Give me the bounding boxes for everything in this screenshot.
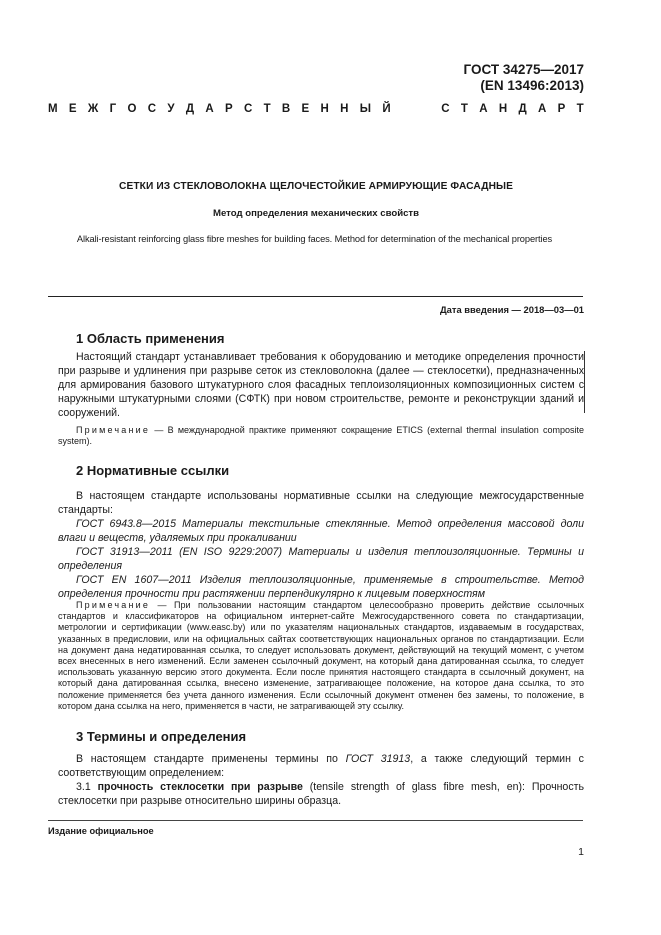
banner-letter: Г	[109, 103, 117, 115]
banner-letter: Н	[320, 103, 329, 115]
en-standard-number: (EN 13496:2013)	[480, 78, 584, 93]
banner-letter: Й	[382, 103, 391, 115]
banner-letter: Н	[340, 103, 349, 115]
section-1-note	[58, 425, 584, 447]
term-name: прочность стеклосетки при разрыве	[97, 781, 303, 793]
banner-letter: С	[147, 103, 157, 115]
normative-reference: ГОСТ 31913—2011 (EN ISO 9229:2007) Материалы и изделия теплоизоляционные. Термины и определения	[58, 546, 584, 572]
footer-divider	[48, 820, 583, 821]
banner-letter: Е	[301, 103, 310, 115]
banner-letter: С	[243, 103, 253, 115]
interstate-standard-banner	[48, 103, 584, 115]
banner-letter: А	[205, 103, 214, 115]
banner-letter: Т	[460, 103, 468, 115]
banner-letter: Т	[576, 103, 584, 115]
section-2-heading: 2 Нормативные ссылки	[76, 463, 230, 478]
section-2-note	[58, 600, 584, 712]
banner-letter: В	[281, 103, 291, 115]
note-text: — При пользовании настоящим стандартом целесообразно проверить действие ссылочных стандартов и классификаторов на официальном интернет-сайте Межгосударственного совета по стандартизации, метрологии и сертификации (www.easc.by) или по указателям национальных стандартов, издаваемым в государствах, указанных в предисловии, или на официальных сайтах соответствующих национальных органов по стандартизации. Если на документ дана недатированная ссылка, то следует использовать документ, действующий на текущий момент, с учетом всех внесенных в него изменений. Если заменен ссылочный документ, на который дана датированная ссылка, то следует использовать указанную версию этого документа. Если после принятия настоящего стандарта в ссылочный документ, на который дана датированная ссылка, внесено изменение, затрагивающее положение, на которое дана ссылка, то это положение применяется без учета данного изменения. Если ссылочный документ отменен без замены, то положение, в котором дана ссылка на него, применяется в части, не затрагивающей эту ссылку.	[58, 600, 584, 711]
section-1-heading: 1 Область применения	[76, 331, 225, 346]
section-1-paragraph: Настоящий стандарт устанавливает требования к оборудованию и методике определения прочности при разрыве и удлинения при разрыве сеток из стекловолокна (далее — стеклосетки), предназначенных для армирования базового штукатурного слоя фасадных теплоизоляционных композиционных систем с наружными штукатурными слоями (СФТК) при новом строительстве, ремонте и реконструкции зданий и сооружений.	[58, 351, 584, 419]
banner-gap	[402, 103, 430, 115]
page-number: 1	[578, 846, 584, 858]
note-label: Примечание	[76, 425, 151, 435]
banner-letter: Ж	[87, 103, 99, 115]
banner-letter: Д	[185, 103, 195, 115]
document-title: СЕТКИ ИЗ СТЕКЛОВОЛОКНА ЩЕЛОЧЕСТОЙКИЕ АРМИРУЮЩИЕ ФАСАДНЫЕ	[118, 181, 513, 192]
banner-letter: С	[441, 103, 450, 115]
section-1-body	[58, 350, 584, 420]
note-text: — В международной практике применяют сокращение ETICS (external thermal insulation composite system).	[58, 425, 584, 447]
document-subtitle: Метод определения механических свойств	[212, 208, 420, 219]
standard-identifier	[464, 62, 584, 94]
banner-letter: А	[537, 103, 547, 115]
banner-letter: Н	[498, 103, 508, 115]
intro-text: В настоящем стандарте применены термины по	[76, 753, 346, 765]
edition-label: Издание официальное	[48, 826, 154, 836]
normative-reference: ГОСТ EN 1607—2011 Изделия теплоизоляционные, применяемые в строительстве. Метод определения прочности при растяжении перпендикулярно к лицевым поверхностям	[58, 574, 584, 600]
banner-letter: Р	[557, 103, 566, 115]
standard-number: ГОСТ 34275—2017	[463, 62, 584, 77]
banner-letter: Д	[518, 103, 527, 115]
banner-letter: М	[48, 103, 58, 115]
banner-letter: У	[167, 103, 175, 115]
banner-letter: О	[127, 103, 137, 115]
intro-text: , а также следующий термин с соответствующим определением:	[58, 753, 584, 779]
banner-letter: Т	[263, 103, 271, 115]
introduction-date: Дата введения — 2018—03—01	[439, 304, 584, 315]
banner-letter: Р	[224, 103, 233, 115]
section-3-intro	[58, 752, 584, 780]
note-label: Примечание	[76, 600, 151, 610]
section-2-intro: В настоящем стандарте использованы нормативные ссылки на следующие межгосударственные стандарты:	[58, 490, 584, 516]
title-divider	[48, 296, 583, 297]
banner-letter: Е	[68, 103, 77, 115]
term-definition	[58, 780, 584, 808]
banner-letter: А	[479, 103, 488, 115]
change-bar	[584, 351, 585, 413]
section-2-body	[58, 489, 584, 601]
english-title: Alkali-resistant reinforcing glass fibre meshes for building faces. Method for determination of the mechanical properties	[76, 234, 553, 244]
section-3-body	[58, 752, 584, 808]
banner-letter: Ы	[359, 103, 372, 115]
intro-reference: ГОСТ 31913	[345, 753, 411, 765]
section-3-heading: 3 Термины и определения	[76, 729, 247, 744]
term-number: 3.1	[76, 781, 98, 793]
normative-reference: ГОСТ 6943.8—2015 Материалы текстильные стеклянные. Метод определения массовой доли влаги и веществ, удаляемых при прокаливании	[58, 518, 584, 544]
term-text: (tensile strength of glass fibre mesh, en): Прочность стеклосетки при разрыве относительно ширины образца.	[58, 781, 584, 807]
